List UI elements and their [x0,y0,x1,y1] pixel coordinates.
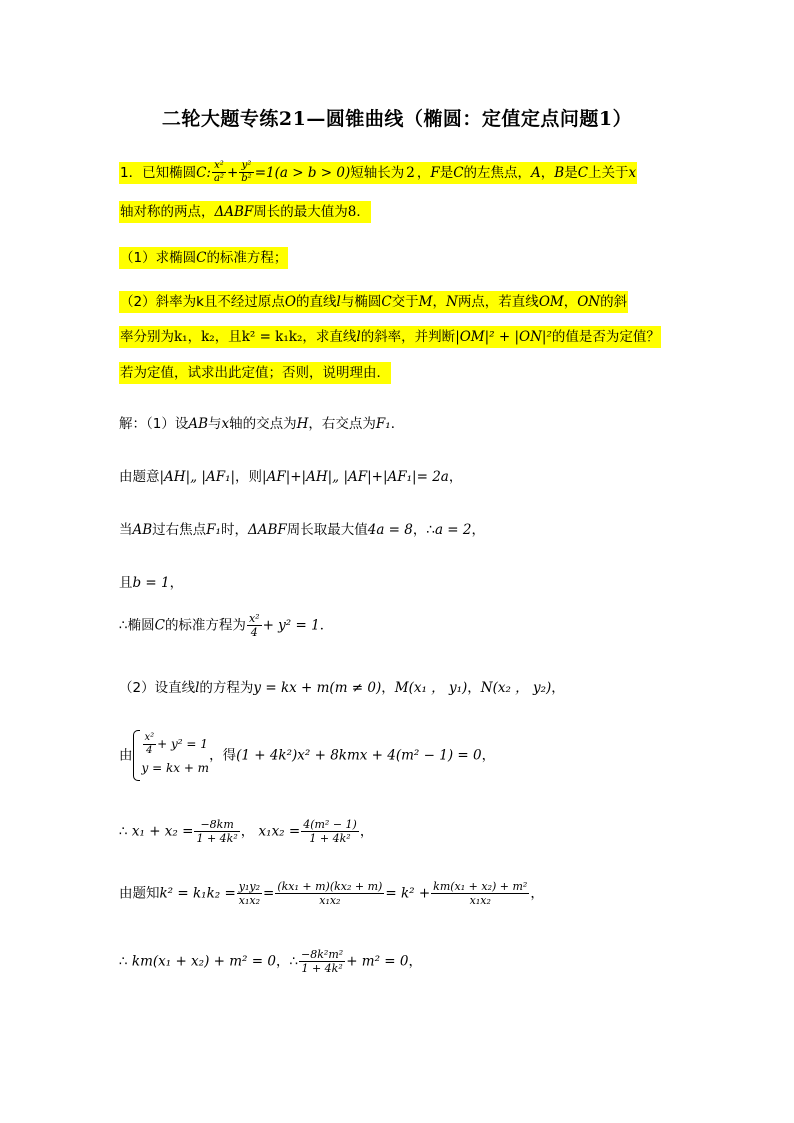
problem-line-1: 1．已知椭圆C: $\frac{\text{x²}}{\text{a²}}$ + $\frac{\text{y²}}{\text{b²}}$ =1(a > b > 0)短轴长为 2 ，F是C的左焦点，A，B是C上关于x [120,160,637,184]
math: =1(a > b > 0) [254,164,351,181]
solution-line-7: 由 $\frac{\text{x²}}{4}$ + y² = 1 y = kx + m ，得(1 + 4k²)x² + 8kmx + 4(m² − 1) = 0， [119,732,495,779]
text: 1．已知椭圆 [120,164,197,181]
page-title: 二轮大题专练21—圆锥曲线（椭圆：定值定点问题1） [161,108,633,130]
equation-system: $\frac{\text{x²}}{4}$ + y² = 1 y = kx + m [133,732,210,779]
solution-line-5: ∴椭圆C的标准方程为 $\frac{\text{x²}}{4}$ + y² = 1． [119,612,334,639]
solution-line-2: 由题意|AH|„ |AF₁|，则|AF|+|AH|„ |AF|+|AF₁|= 2a， [119,469,463,485]
solution-line-8: ∴ x₁ + x₂ = $\frac{-8km}{\text{1 + 4k²}}$ ， x₁x₂ = $\frac{\text{4(m² − 1)}}{\text{1 + 4k²}}$ ， [119,818,374,845]
solution-line-9: 由题知k² = k₁k₂ = $\frac{\text{y₁y₂}}{\text{x₁x₂}}$ = $\frac{\text{(kx₁ + m)(kx₂ + m)}}{\text{x₁x₂}}$ = k² + $\frac{\text{km(x₁ + x₂) + m²}}{\text{x₁x₂}}$ ， [119,880,544,907]
fraction: $\frac{\text{y₁y₂}}{\text{x₁x₂}}$ [238,880,261,907]
question-1: （1）求椭圆C的标准方程； [119,246,288,266]
question-2-line-2: 率分别为k₁，k₂，且k² = k₁k₂，求直线l的斜率，并判断|OM|² + |ON|²的值是否为定值？ [119,325,661,345]
fraction: $\frac{\text{4(m² − 1)}}{\text{1 + 4k²}}$ [303,818,357,845]
solution-line-4: 且b = 1， [119,575,184,591]
solution-line-3: 当AB过右焦点F₁时，ΔABF周长取最大值4a = 8，∴a = 2， [119,522,486,538]
question-2-line-1: （2）斜率为k且不经过原点O的直线l与椭圆C交于M，N两点，若直线OM，ON的斜 [119,290,628,310]
solution-line-1: 解：（1）设AB与x轴的交点为H，右交点为F₁． [119,416,405,432]
solution-line-10: ∴ km(x₁ + x₂) + m² = 0，∴ $\frac{\text{−8k²m²}}{\text{1 + 4k²}}$ + m² = 0， [119,948,422,975]
question-2-line-3: 若为定值，试求出此定值；否则，说明理由． [119,361,391,381]
fraction: $\frac{\text{y²}}{\text{b²}}$ [241,160,252,184]
fraction: $\frac{\text{km(x₁ + x₂) + m²}}{\text{x₁x₂}}$ [433,880,528,907]
fraction: $\frac{\text{(kx₁ + m)(kx₂ + m)}}{\text{x₁x₂}}$ [277,880,383,907]
fraction: $\frac{\text{x²}}{4}$ [248,612,260,639]
math: C: [196,164,211,181]
fraction: $\frac{-8km}{\text{1 + 4k²}}$ [196,818,238,845]
fraction: $\frac{\text{x²}}{\text{a²}}$ [213,160,224,184]
solution-line-6: （2）设直线l的方程为y = kx + m(m ≠ 0)，M(x₁ ， y₁)，N(x₂ ， y₂)， [119,680,565,696]
problem-line-2: 轴对称的两点，ΔABF周长的最大值为8． [119,200,371,220]
fraction: $\frac{\text{−8k²m²}}{\text{1 + 4k²}}$ [301,948,344,975]
